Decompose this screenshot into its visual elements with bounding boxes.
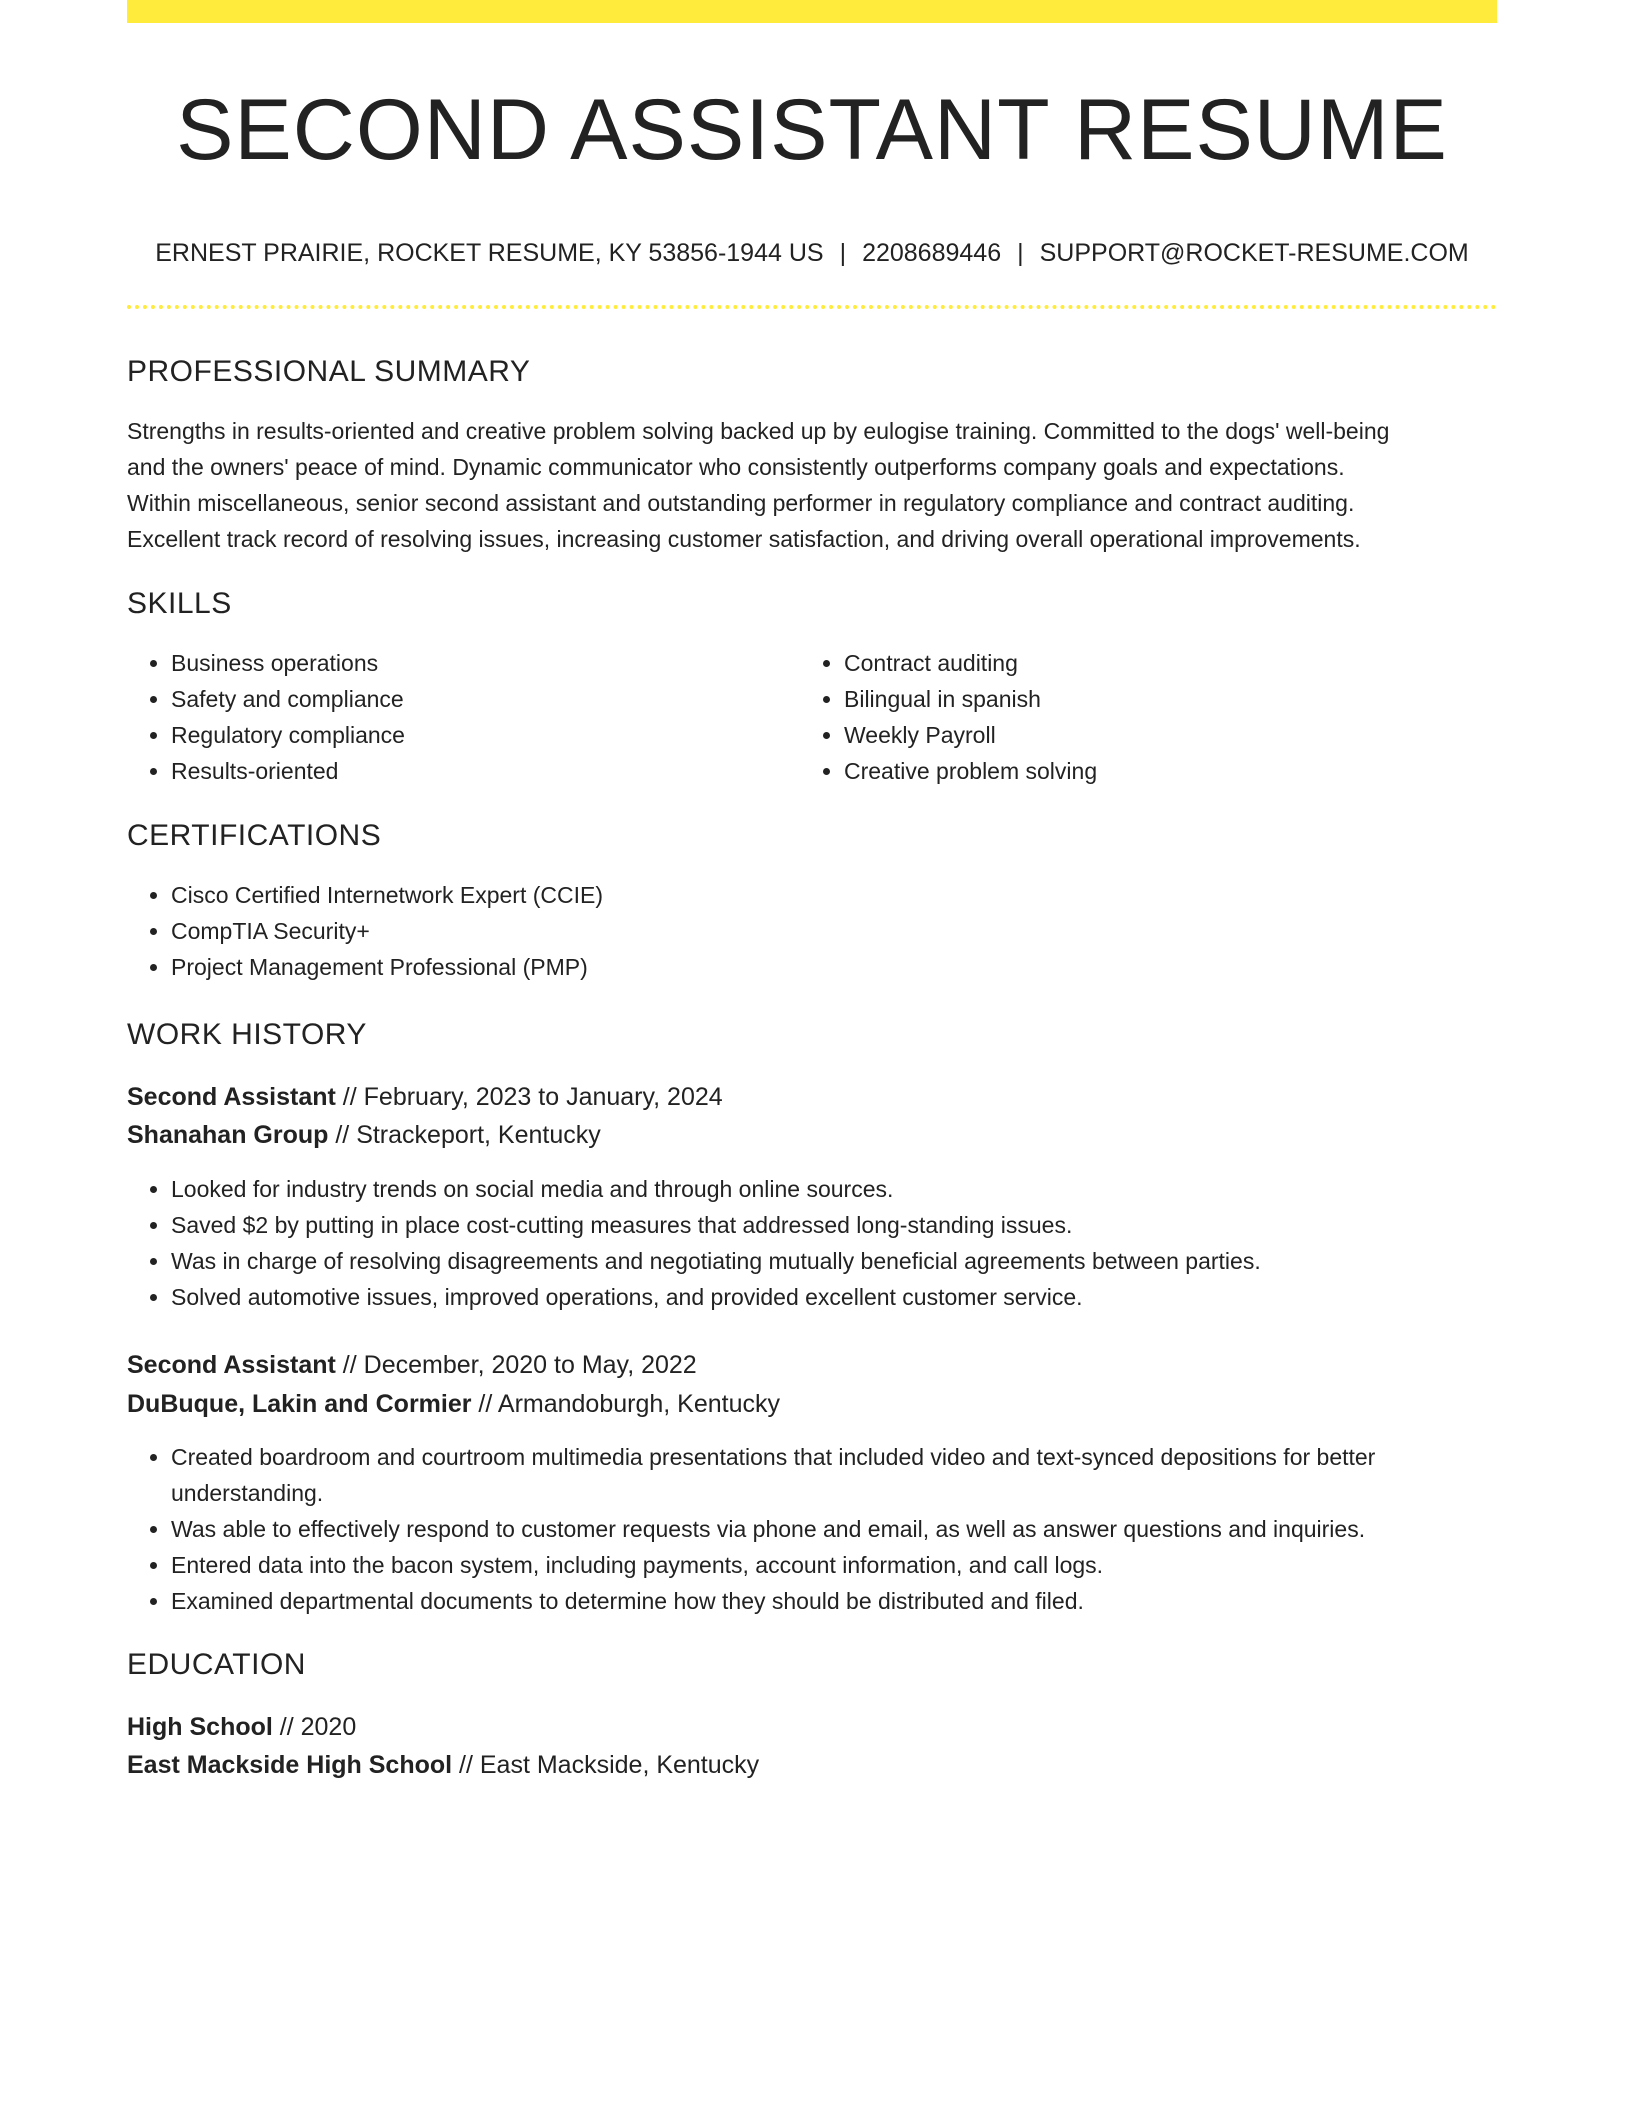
contact-line [127, 236, 1497, 270]
job-bullet: • Looked for industry trends on social media and through online sources. [171, 1171, 1541, 1207]
skill-item: • Bilingual in spanish [844, 681, 1494, 717]
education-school-line [127, 1746, 759, 1784]
summary-line: Excellent track record of resolving issues, increasing customer satisfaction, and driving overall operational improvements. [127, 526, 1361, 552]
section-heading-work-history: WORK HISTORY [127, 1018, 367, 1051]
contact-separator: | [839, 239, 847, 267]
job-location: // Strackeport, Kentucky [328, 1121, 601, 1149]
certification-item: • CompTIA Security+ [171, 913, 1471, 949]
top-accent-bar [127, 0, 1497, 23]
job-title-line [127, 1346, 697, 1384]
section-heading-summary: PROFESSIONAL SUMMARY [127, 355, 531, 388]
skills-list-right [800, 645, 1494, 789]
job-bullet-line: understanding. [171, 1480, 324, 1506]
job-dates: // December, 2020 to May, 2022 [335, 1351, 697, 1379]
skills-list-left [127, 645, 791, 789]
job-title: Second Assistant [127, 1351, 336, 1379]
job-bullet: • Entered data into the bacon system, including payments, account information, and call logs. [171, 1547, 1541, 1583]
section-heading-certifications: CERTIFICATIONS [127, 819, 382, 852]
section-heading-skills: SKILLS [127, 587, 232, 620]
skill-item: • Business operations [171, 645, 791, 681]
job-bullets [127, 1171, 1541, 1315]
summary-line: Within miscellaneous, senior second assistant and outstanding performer in regulatory compliance and contract auditing. [127, 490, 1355, 516]
summary-line: and the owners' peace of mind. Dynamic communicator who consistently outperforms company goals and expectations. [127, 454, 1345, 480]
job-bullet: • Solved automotive issues, improved operations, and provided excellent customer service. [171, 1279, 1541, 1315]
contact-email: SUPPORT@ROCKET-RESUME.COM [1039, 239, 1469, 267]
education-year: // 2020 [272, 1713, 357, 1741]
job-bullets [127, 1439, 1541, 1619]
contact-address: ERNEST PRAIRIE, ROCKET RESUME, KY 53856-1944 US [155, 239, 824, 267]
job-title-line [127, 1078, 723, 1116]
job-bullet-line: Created boardroom and courtroom multimedia presentations that included video and text-synced depositions for better [171, 1444, 1376, 1470]
skill-item: • Safety and compliance [171, 681, 791, 717]
contact-phone: 2208689446 [862, 239, 1002, 267]
job-location: // Armandoburgh, Kentucky [471, 1390, 780, 1418]
job-bullet: • Saved $2 by putting in place cost-cutting measures that addressed long-standing issues. [171, 1207, 1541, 1243]
contact-separator: | [1017, 239, 1024, 267]
summary-line: Strengths in results-oriented and creative problem solving backed up by eulogise training. Committed to the dogs' well-being [127, 418, 1390, 444]
job-dates: // February, 2023 to January, 2024 [335, 1083, 723, 1111]
education-location: // East Mackside, Kentucky [452, 1751, 760, 1779]
skill-item: • Contract auditing [844, 645, 1494, 681]
job-company-line [127, 1116, 601, 1154]
job-company-line [127, 1385, 780, 1423]
summary-text [127, 413, 1497, 557]
header-divider [127, 305, 1497, 309]
section-heading-education: EDUCATION [127, 1648, 306, 1681]
job-title: Second Assistant [127, 1083, 336, 1111]
job-bullet [171, 1439, 1541, 1511]
job-bullet: • Was able to effectively respond to customer requests via phone and email, as well as answer questions and inquiries. [171, 1511, 1541, 1547]
education-degree-line [127, 1708, 356, 1746]
skill-item: • Creative problem solving [844, 753, 1494, 789]
certifications-list [127, 877, 1471, 985]
skill-item: • Results-oriented [171, 753, 791, 789]
certification-item: • Cisco Certified Internetwork Expert (CCIE) [171, 877, 1471, 913]
job-company: Shanahan Group [127, 1121, 329, 1149]
skill-item: • Weekly Payroll [844, 717, 1494, 753]
job-bullet: • Examined departmental documents to determine how they should be distributed and filed. [171, 1583, 1541, 1619]
job-bullet: • Was in charge of resolving disagreements and negotiating mutually beneficial agreements between parties. [171, 1243, 1541, 1279]
education-school: East Mackside High School [127, 1751, 453, 1779]
education-degree: High School [127, 1713, 273, 1741]
certification-item: • Project Management Professional (PMP) [171, 949, 1471, 985]
resume-title: SECOND ASSISTANT RESUME [176, 82, 1448, 178]
skill-item: • Regulatory compliance [171, 717, 791, 753]
job-company: DuBuque, Lakin and Cormier [127, 1390, 472, 1418]
